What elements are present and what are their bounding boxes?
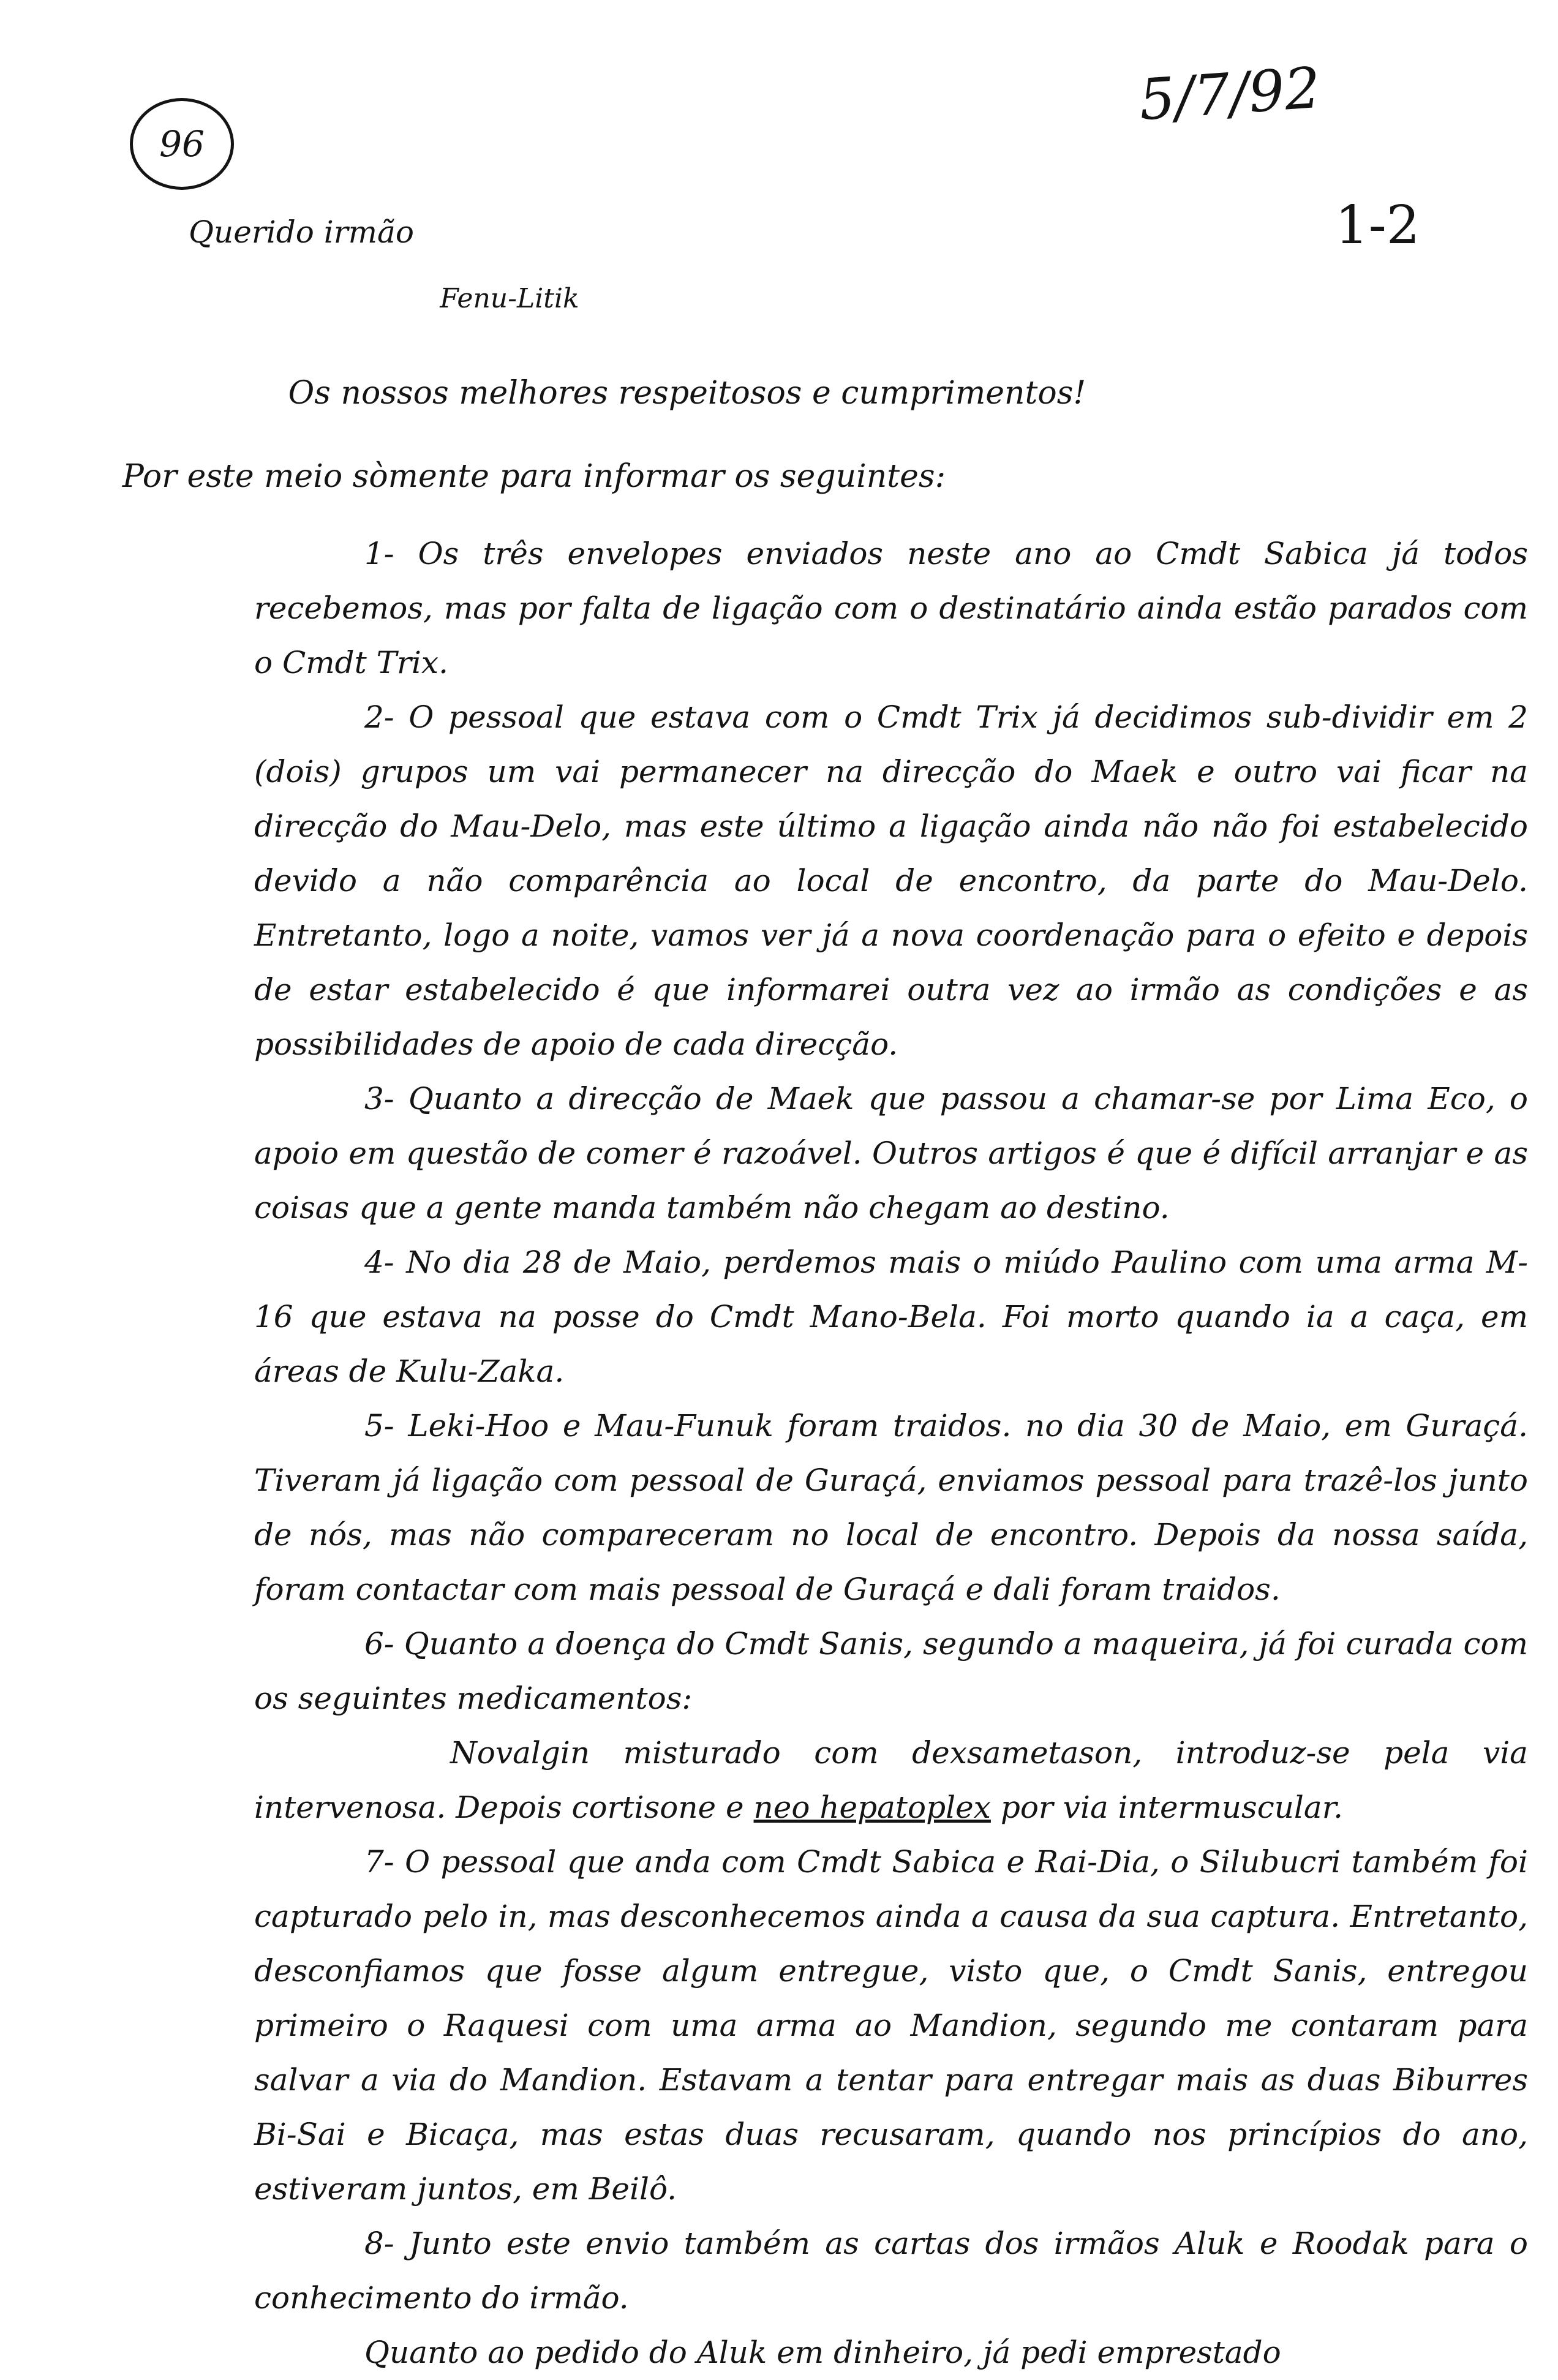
intro-line: Por este meio sòmente para informar os seguintes: <box>122 458 946 495</box>
paragraph-4: 4- No dia 28 de Maio, perdemos mais o miúdo Paulino com uma arma M-16 que estava na posse do Cmdt Mano-Bela. Foi morto quando ia a caça, em áreas de Kulu-Zaka. <box>254 1245 1528 1389</box>
paragraph-8: 8- Junto este envio também as cartas dos irmãos Aluk e Roodak para o conhecimento do irmão. <box>254 2226 1528 2316</box>
paragraph-6: 6- Quanto a doença do Cmdt Sanis, segundo a maqueira, já foi curada com os seguintes medicamentos: <box>254 1626 1528 1716</box>
medication-text: Novalgin misturado com dexsametason, introduz-se pela via intervenosa. Depois cortisone e <box>254 1735 1528 1825</box>
paragraph-1: 1- Os três envelopes enviados neste ano ao Cmdt Sabica já todos recebemos, mas por falta de ligação com o destinatário ainda estão parados com o Cmdt Trix. <box>254 536 1528 680</box>
paragraph-3: 3- Quanto a direcção de Maek que passou a chamar-se por Lima Eco, o apoio em questão de comer é razoável. Outros artigos é que é difícil arranjar e as coisas que a gente manda também não chegam ao destino. <box>254 1081 1528 1226</box>
paragraph-5: 5- Leki-Hoo e Mau-Funuk foram traidos. no dia 30 de Maio, em Guraçá. Tiveram já ligação com pessoal de Guraçá, enviamos pessoal para trazê-los junto de nós, mas não compareceram no local de encontro. Depois da nossa saída, foram contactar com mais pessoal de Guraçá e dali foram traidos. <box>254 1408 1528 1607</box>
letter-body <box>254 527 1528 2380</box>
greeting-line: Os nossos melhores respeitosos e cumprimentos! <box>288 375 1086 412</box>
paragraph-7: 7- O pessoal que anda com Cmdt Sabica e Rai-Dia, o Silubucri também foi capturado pelo in, mas desconhecemos ainda a causa da sua captura. Entretanto, desconfiamos que fosse algum entregue, visto que, o Cmdt Sanis, entregou primeiro o Raquesi com uma arma ao Mandion, segundo me contaram para salvar a via do Mandion. Estavam a tentar para entregar mais as duas Biburres Bi-Sai e Bicaça, mas estas duas recusaram, quando nos princípios do ano, estiveram juntos, em Beilô. <box>254 1844 1528 2207</box>
circled-number-text: 96 <box>159 123 205 165</box>
circled-page-number <box>130 98 234 190</box>
page-number: 1-2 <box>1335 195 1420 256</box>
medication-underlined: neo hepatoplex <box>753 1790 991 1825</box>
salutation: Querido irmão <box>189 214 414 250</box>
medication-suffix: por via intermuscular. <box>990 1790 1344 1825</box>
closing-line: Quanto ao pedido do Aluk em dinheiro, já pedi emprestado <box>364 2335 1281 2370</box>
recipient-name: Fenu-Litik <box>440 283 579 314</box>
medication-line <box>254 1726 1528 1835</box>
letter-date: 5/7/92 <box>1137 55 1323 134</box>
paragraph-2: 2- O pessoal que estava com o Cmdt Trix já decidimos sub-dividir em 2 (dois) grupos um vai permanecer na direcção do Maek e outro vai ficar na direcção do Mau-Delo, mas este último a ligação ainda não não foi estabelecido devido a não comparência ao local de encontro, da parte do Mau-Delo. Entretanto, logo a noite, vamos ver já a nova coordenação para o efeito e depois de estar estabelecido é que informarei outra vez ao irmão as condições e as possibilidades de apoio de cada direcção. <box>254 699 1528 1062</box>
